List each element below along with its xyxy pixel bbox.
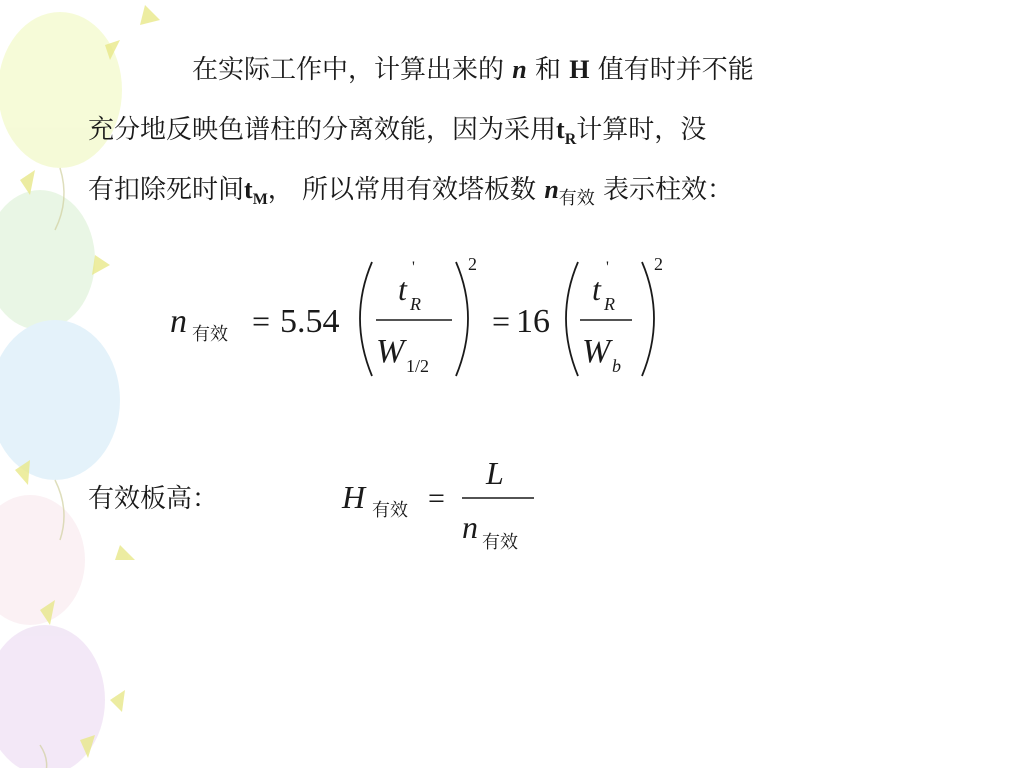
eq1-lhs-var: n	[170, 303, 187, 340]
eq1-equals-2: =	[492, 303, 511, 339]
paragraph-line-3	[88, 160, 948, 220]
text-segment: 表示柱效：	[594, 175, 734, 205]
confetti-triangle	[92, 255, 110, 275]
eq1-den-sub-2: b	[612, 356, 621, 376]
text-segment: 充分地反映色谱柱的分离效能，因为采用	[88, 115, 557, 145]
confetti-triangle	[140, 5, 160, 25]
eq1-equals: =	[252, 303, 271, 339]
eq2-den-sub: 有效	[482, 532, 518, 553]
eq1-den-sub-1: 1/2	[406, 356, 430, 376]
eq1-paren-left-2	[566, 262, 578, 376]
eq2-lhs-var: H	[342, 479, 366, 515]
text-segment: ， 所以常用有效塔板数	[267, 175, 545, 205]
eq1-den-var-1: W	[376, 333, 405, 370]
paragraph-line-1	[88, 40, 948, 100]
var-H: H	[569, 55, 590, 84]
var-t: t	[244, 175, 253, 204]
equation-plate-height-block	[88, 456, 588, 566]
confetti-triangle	[110, 690, 125, 712]
eq2-equals: =	[428, 482, 445, 515]
var-n: n	[512, 55, 527, 84]
eq1-num-var-2: t	[592, 271, 601, 307]
equation-effective-plates	[170, 248, 690, 388]
paragraph-line-2	[88, 100, 948, 160]
subscript-M: M	[252, 191, 268, 208]
var-t: t	[556, 115, 565, 144]
eq1-prime-2: '	[606, 259, 609, 276]
eq1-lhs-sub: 有效	[192, 324, 228, 345]
eq1-paren-left-1	[360, 262, 372, 376]
text-segment: 值有时并不能	[589, 55, 754, 85]
balloon-green	[0, 190, 95, 330]
eq1-coef-2: 16	[516, 303, 550, 340]
plate-height-label: 有效板高：	[88, 484, 219, 514]
text-segment: 在实际工作中，计算出来的	[192, 55, 513, 85]
eq2-den-var: n	[462, 509, 478, 545]
eq1-exponent-2: 2	[654, 254, 663, 274]
eq2-num: L	[486, 456, 504, 491]
eq1-prime-1: '	[412, 259, 415, 276]
subscript-effective: 有效	[558, 188, 595, 209]
eq1-paren-right-1	[456, 262, 468, 376]
text-segment: 和	[526, 55, 570, 85]
eq1-coef-1: 5.54	[280, 303, 340, 340]
equation-plate-height	[338, 456, 548, 566]
eq1-num-sub-2: R	[604, 294, 615, 314]
text-segment: 计算时，没	[576, 115, 707, 145]
eq1-den-var-2: W	[582, 333, 611, 370]
intro-paragraph	[88, 40, 948, 220]
eq2-lhs-sub: 有效	[372, 500, 408, 521]
balloon-pink	[0, 495, 85, 625]
eq1-num-var-1: t	[398, 271, 407, 307]
text-segment: 有扣除死时间	[88, 175, 245, 205]
eq1-paren-right-2	[642, 262, 654, 376]
eq1-num-sub-1: R	[410, 294, 421, 314]
eq1-exponent-1: 2	[468, 254, 477, 274]
var-n: n	[544, 175, 559, 204]
subscript-R: R	[564, 131, 577, 148]
